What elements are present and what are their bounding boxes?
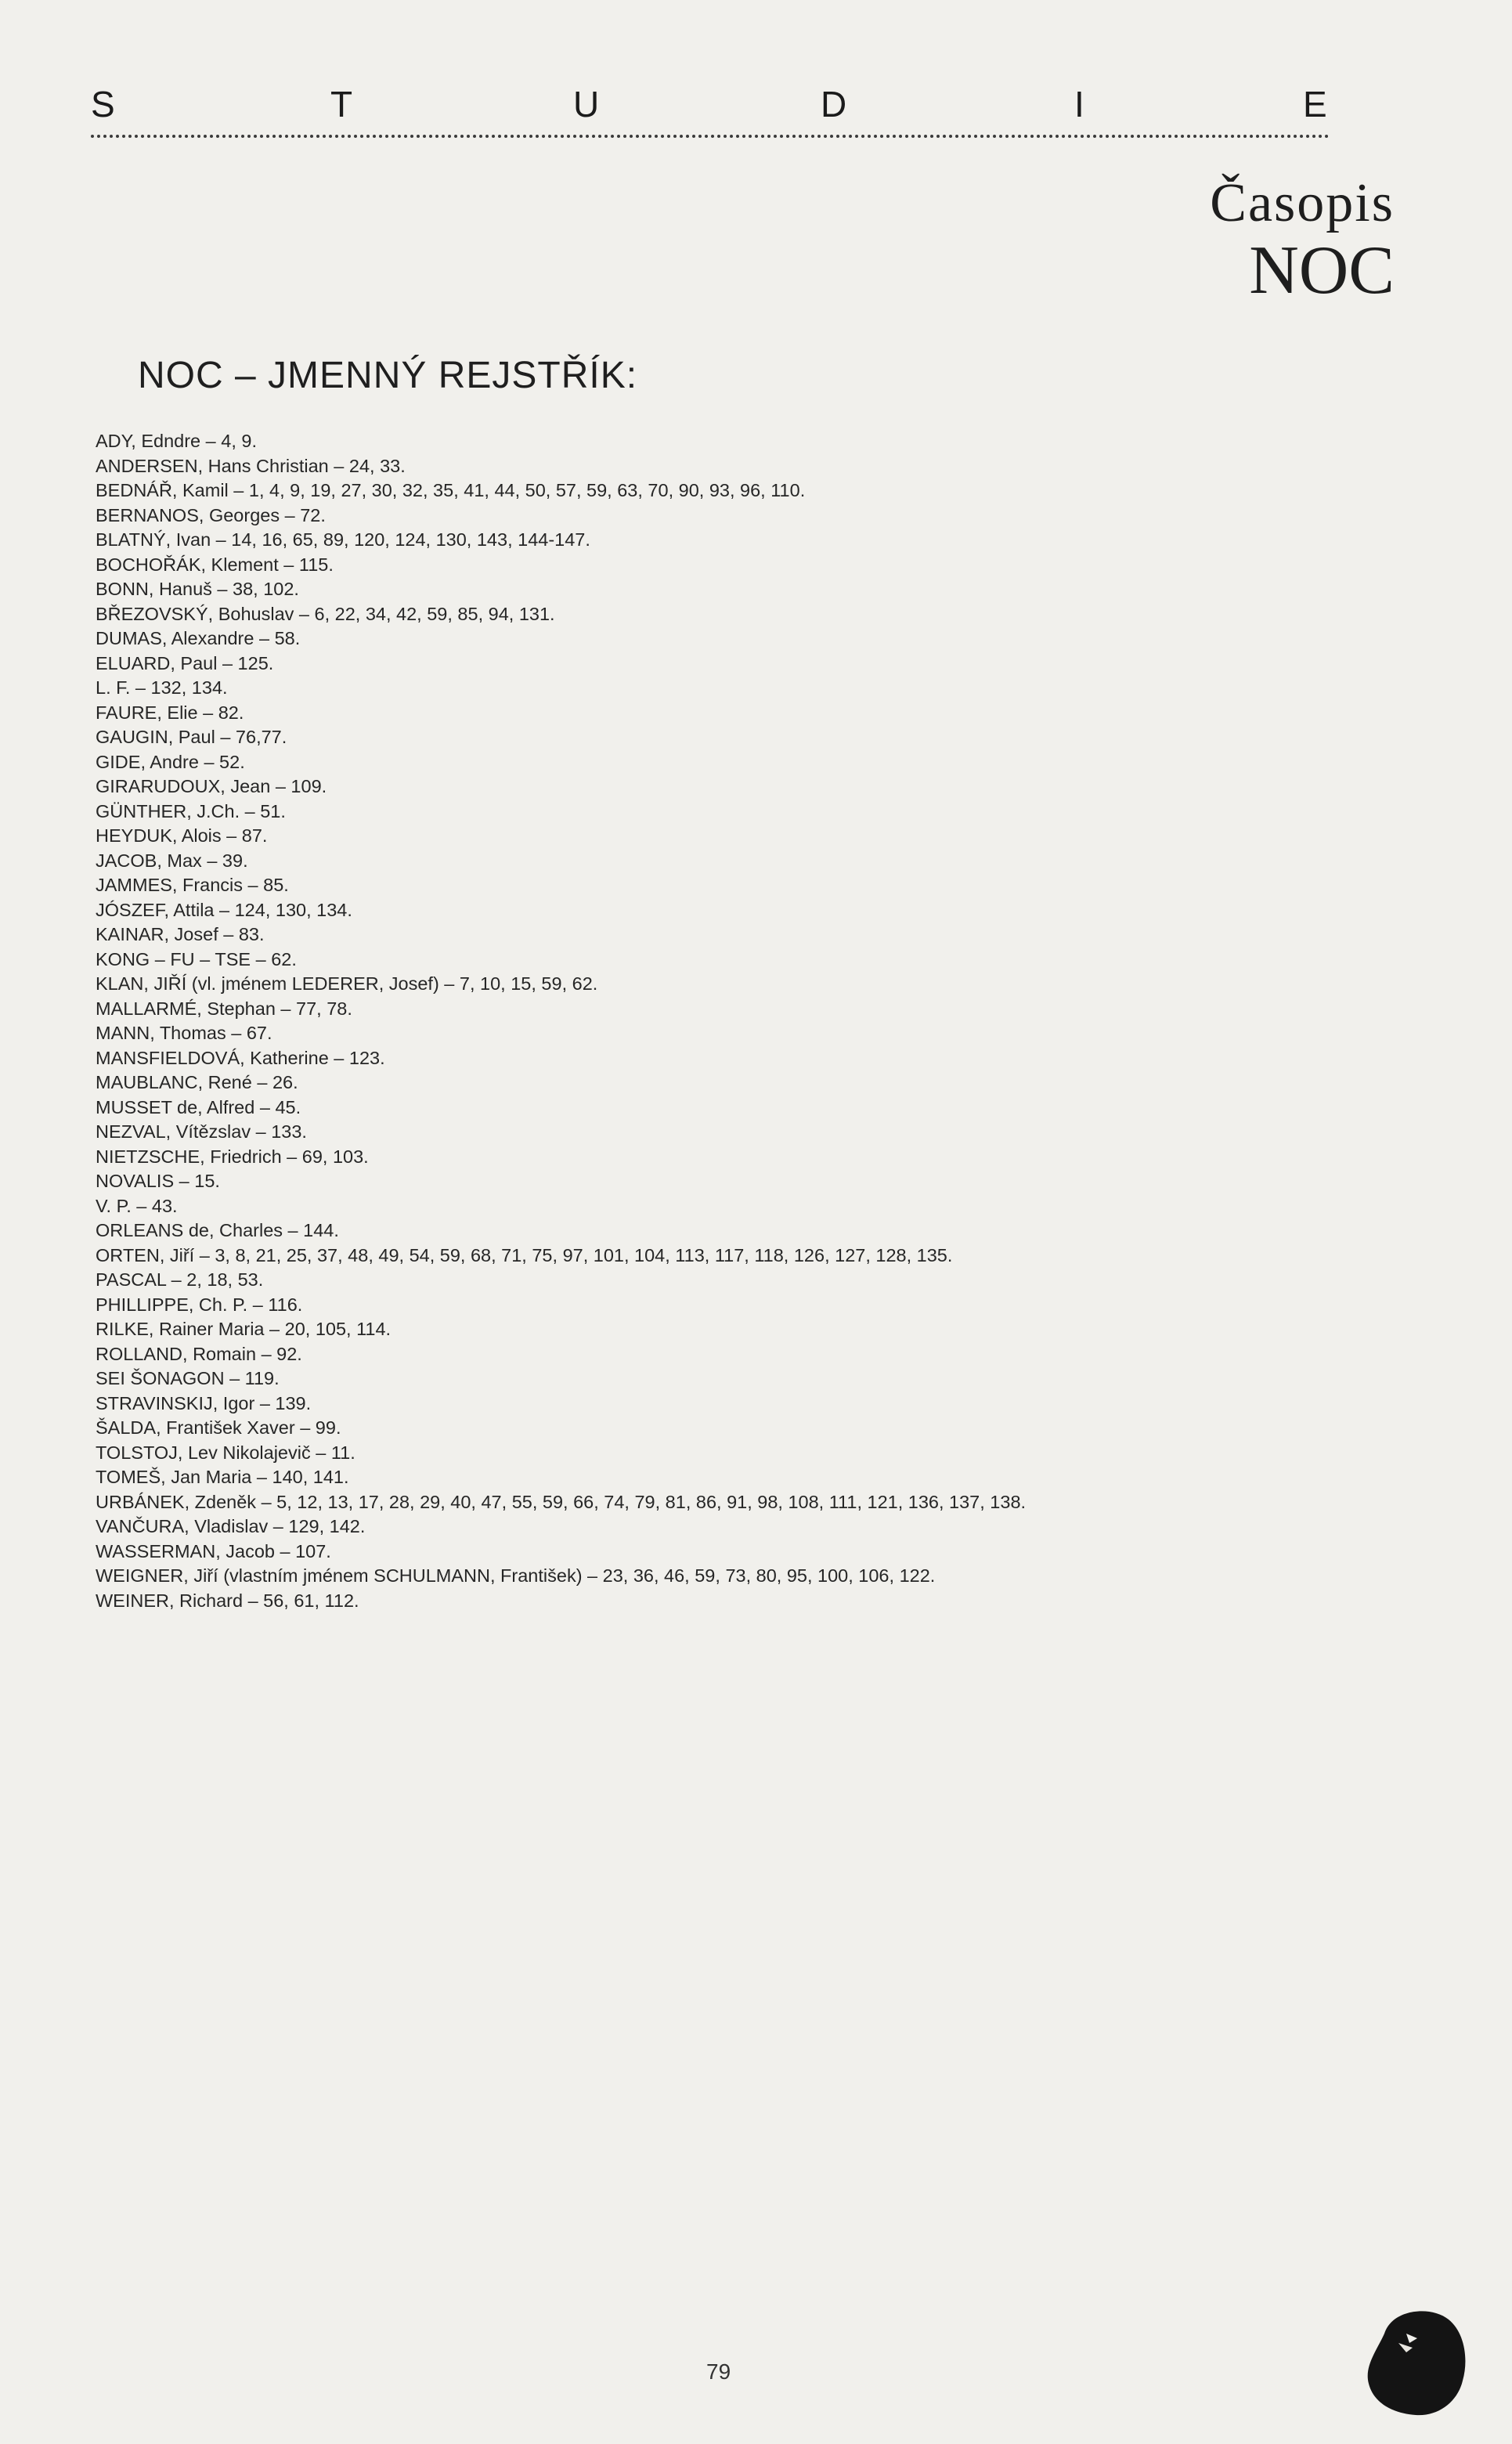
index-entry: ORLEANS de, Charles – 144.	[96, 1220, 339, 1240]
header-letter: D	[821, 84, 847, 125]
index-entry: JÓSZEF, Attila – 124, 130, 134.	[96, 899, 352, 920]
journal-title	[1210, 172, 1395, 307]
index-entry: TOLSTOJ, Lev Nikolajevič – 11.	[96, 1442, 355, 1463]
index-entry: MALLARMÉ, Stephan – 77, 78.	[96, 998, 352, 1019]
index-entry: BLATNÝ, Ivan – 14, 16, 65, 89, 120, 124, 130, 143, 144-147.	[96, 529, 590, 550]
header-letter: U	[573, 84, 600, 125]
index-entry: JACOB, Max – 39.	[96, 850, 248, 871]
index-entry: GIRARUDOUX, Jean – 109.	[96, 776, 327, 796]
index-entry: BERNANOS, Georges – 72.	[96, 504, 326, 525]
index-entry: KONG – FU – TSE – 62.	[96, 948, 297, 969]
index-entry: BEDNÁŘ, Kamil – 1, 4, 9, 19, 27, 30, 32, 35, 41, 44, 50, 57, 59, 63, 70, 90, 93, 96, 110.	[96, 480, 806, 500]
journal-title-line2: NOC	[1249, 233, 1395, 309]
index-entry: MAUBLANC, René – 26.	[96, 1072, 298, 1092]
index-entry: BOCHOŘÁK, Klement – 115.	[96, 554, 334, 575]
index-entry: JAMMES, Francis – 85.	[96, 875, 289, 895]
header-letter: T	[330, 84, 353, 125]
index-entry: GIDE, Andre – 52.	[96, 751, 245, 772]
index-entry: KAINAR, Josef – 83.	[96, 924, 265, 944]
index-entry: MUSSET de, Alfred – 45.	[96, 1096, 301, 1117]
index-entry: STRAVINSKIJ, Igor – 139.	[96, 1392, 312, 1413]
index-entry: SEI ŠONAGON – 119.	[96, 1368, 280, 1388]
index-entry: BONN, Hanuš – 38, 102.	[96, 579, 299, 599]
ink-blot-icon	[1361, 2302, 1471, 2424]
index-entry: NEZVAL, Vítězslav – 133.	[96, 1121, 307, 1142]
index-entry: BŘEZOVSKÝ, Bohuslav – 6, 22, 34, 42, 59, 85, 94, 131.	[96, 603, 555, 624]
header-letter: I	[1074, 84, 1084, 125]
header-dotted-rule	[91, 135, 1330, 138]
index-entry: ADY, Edndre – 4, 9.	[96, 431, 257, 451]
index-entry: NIETZSCHE, Friedrich – 69, 103.	[96, 1146, 369, 1167]
index-entry: URBÁNEK, Zdeněk – 5, 12, 13, 17, 28, 29, 40, 47, 55, 59, 66, 74, 79, 81, 86, 91, 98, 108, 111, 121, 136, 137, 138.	[96, 1491, 1027, 1512]
index-entry: L. F. – 132, 134.	[96, 677, 228, 698]
header-letter: S	[91, 84, 115, 125]
index-entry: ROLLAND, Romain – 92.	[96, 1343, 302, 1364]
index-entry: RILKE, Rainer Maria – 20, 105, 114.	[96, 1319, 392, 1339]
index-entry: GÜNTHER, J.Ch. – 51.	[96, 800, 286, 821]
index-entry: ORTEN, Jiří – 3, 8, 21, 25, 37, 48, 49, 54, 59, 68, 71, 75, 97, 101, 104, 113, 117, 118, 126, 127, 128, 135.	[96, 1244, 953, 1265]
index-entry: ELUARD, Paul – 125.	[96, 652, 274, 673]
index-entry: HEYDUK, Alois – 87.	[96, 825, 268, 846]
index-entry: WEINER, Richard – 56, 61, 112.	[96, 1590, 359, 1611]
name-index-list	[96, 429, 1317, 1613]
journal-title-line1: Časopis	[1210, 173, 1395, 233]
header-letter: E	[1303, 84, 1327, 125]
index-entry: WASSERMAN, Jacob – 107.	[96, 1540, 331, 1561]
index-entry: GAUGIN, Paul – 76,77.	[96, 727, 287, 747]
index-entry: MANSFIELDOVÁ, Katherine – 123.	[96, 1047, 385, 1068]
index-entry: ŠALDA, František Xaver – 99.	[96, 1417, 341, 1438]
index-entry: WEIGNER, Jiří (vlastním jménem SCHULMANN, František) – 23, 36, 46, 59, 73, 80, 95, 100, 106, 122.	[96, 1565, 936, 1586]
index-entry: KLAN, JIŘÍ (vl. jménem LEDERER, Josef) – 7, 10, 15, 59, 62.	[96, 973, 598, 994]
index-entry: V. P. – 43.	[96, 1195, 178, 1216]
index-entry: PASCAL – 2, 18, 53.	[96, 1269, 264, 1290]
index-entry: PHILLIPPE, Ch. P. – 116.	[96, 1294, 303, 1315]
index-entry: FAURE, Elie – 82.	[96, 702, 244, 723]
index-entry: NOVALIS – 15.	[96, 1171, 220, 1191]
section-header-studie	[91, 83, 1328, 130]
index-entry: ANDERSEN, Hans Christian – 24, 33.	[96, 455, 406, 476]
index-entry: TOMEŠ, Jan Maria – 140, 141.	[96, 1467, 349, 1487]
index-entry: DUMAS, Alexandre – 58.	[96, 628, 301, 648]
page-number: 79	[706, 2359, 731, 2384]
index-entry: MANN, Thomas – 67.	[96, 1023, 272, 1043]
index-entry: VANČURA, Vladislav – 129, 142.	[96, 1516, 366, 1536]
index-heading: NOC – JMENNÝ REJSTŘÍK:	[138, 355, 638, 396]
